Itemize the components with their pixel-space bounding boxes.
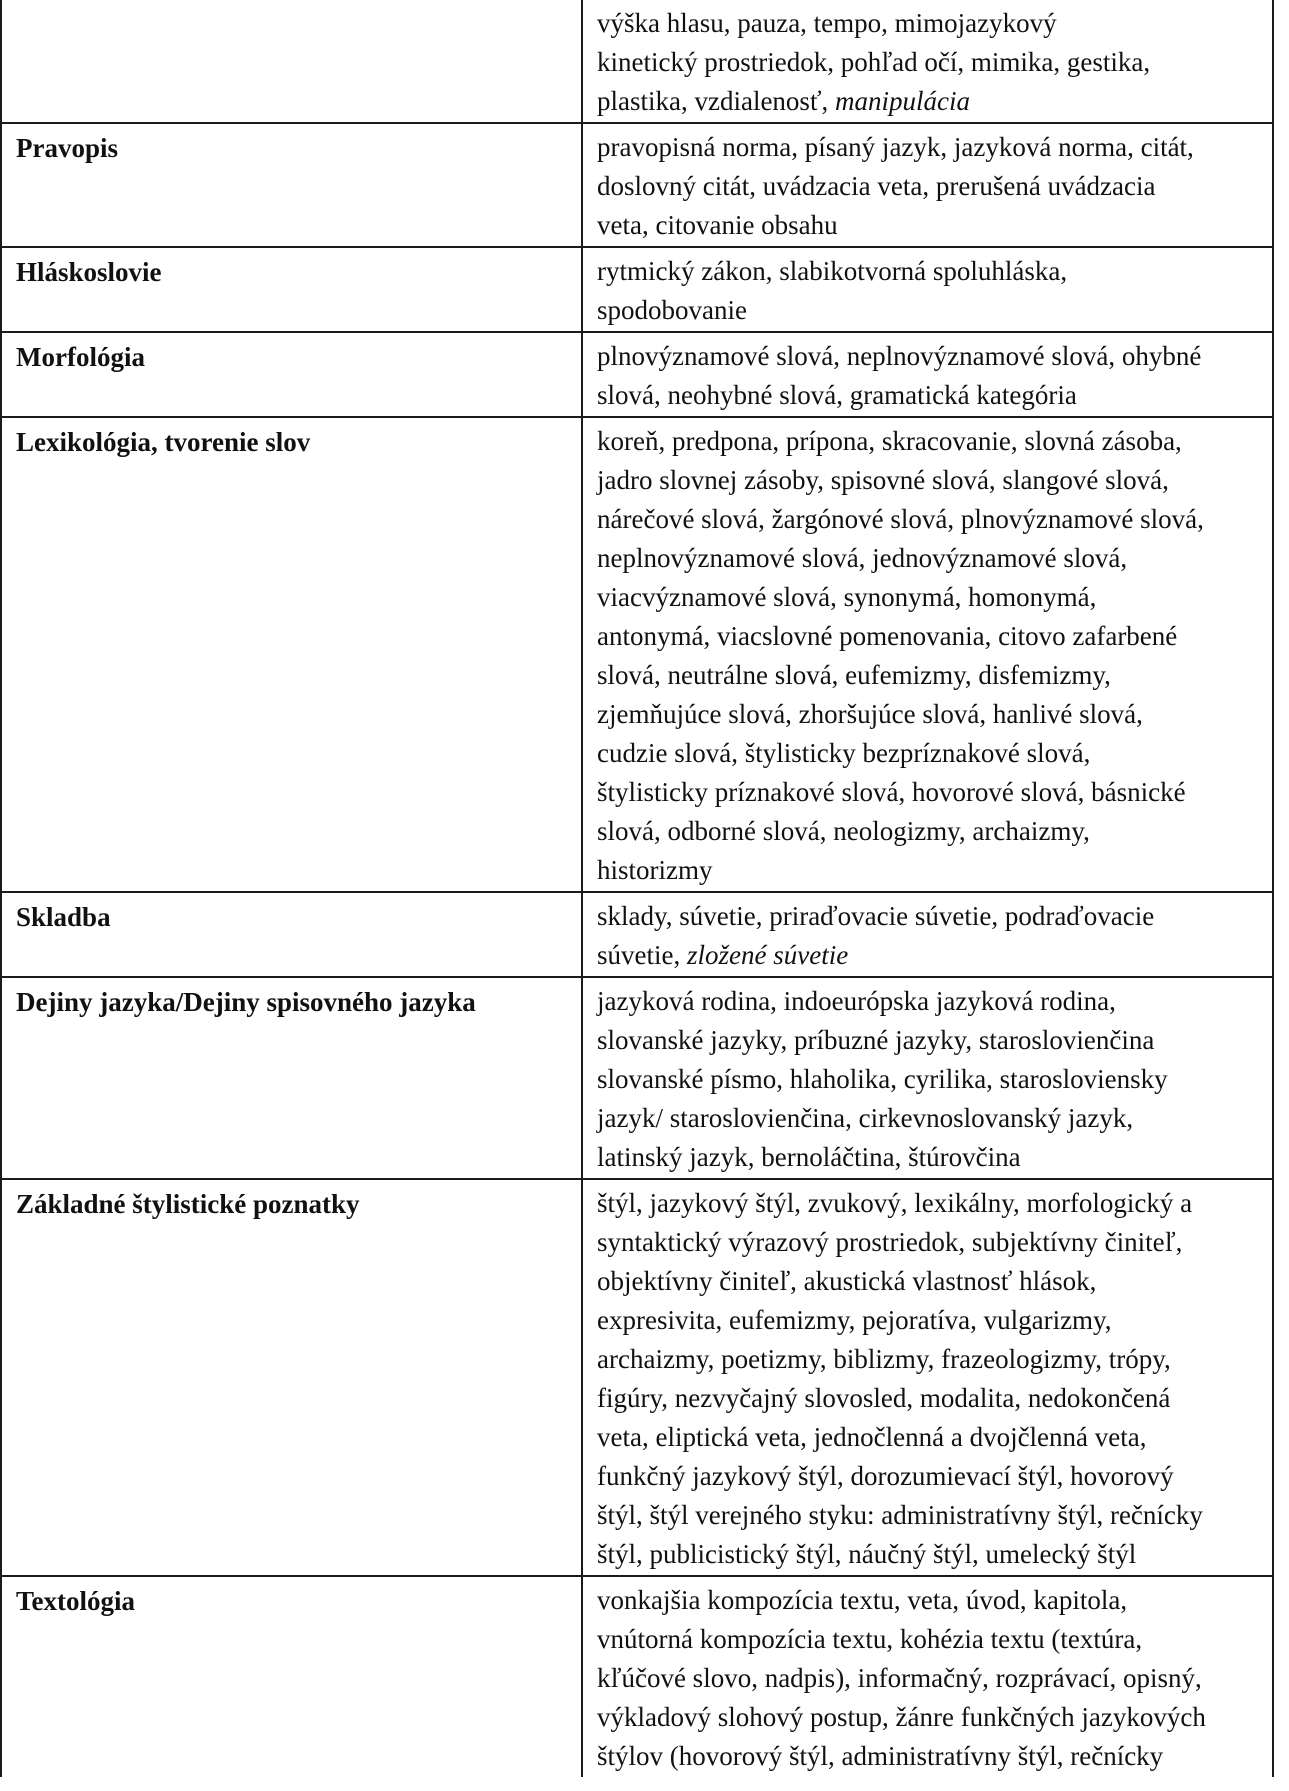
table-body [1,0,1273,1777]
definition-text: vonkajšia kompozícia textu, veta, úvod, kapitola, [597,1585,1128,1615]
definition-cell [582,0,1273,123]
definition-text: latinský jazyk, bernoláčtina, štúrovčina [597,1142,1021,1172]
term-cell [1,892,582,977]
definition-text: objektívny činiteľ, akustická vlastnosť hlások, [597,1266,1097,1296]
term-cell [1,1179,582,1576]
definition-text: jadro slovnej zásoby, spisovné slová, slangové slová, [597,465,1169,495]
definition-text: historizmy [597,855,713,885]
definition-line [597,1659,1262,1698]
definition-text: výkladový slohový postup, žánre funkčných jazykových [597,1702,1206,1732]
definition-line [597,43,1262,82]
definition-line [597,851,1262,890]
definition-line [597,897,1262,936]
definition-text: neplnovýznamové slová, jednovýznamové slová, [597,543,1128,573]
definition-line [597,1340,1262,1379]
definition-text: jazyk/ staroslovienčina, cirkevnoslovanský jazyk, [597,1103,1134,1133]
definition-line [597,252,1262,291]
definition-text: spodobovanie [597,295,747,325]
definition-text: koreň, predpona, prípona, skracovanie, slovná zásoba, [597,426,1182,456]
definition-text: viacvýznamové slová, synonymá, homonymá, [597,582,1097,612]
term-label: Dejiny jazyka/Dejiny spisovného jazyka [16,987,476,1017]
definition-text: syntaktický výrazový prostriedok, subjektívny činiteľ, [597,1227,1183,1257]
definition-text: slovanské jazyky, príbuzné jazyky, staroslovienčina [597,1025,1155,1055]
definition-line [597,617,1262,656]
definition-text: expresivita, eufemizmy, pejoratíva, vulgarizmy, [597,1305,1112,1335]
definition-line [597,1021,1262,1060]
definition-text: archaizmy, poetizmy, biblizmy, frazeologizmy, trópy, [597,1344,1171,1374]
definition-text: doslovný citát, uvádzacia veta, prerušená uvádzacia [597,171,1156,201]
definition-line [597,461,1262,500]
definition-text: štylisticky príznakové slová, hovorové slová, básnické [597,777,1186,807]
definition-line [597,1138,1262,1177]
definition-line [597,1262,1262,1301]
definition-text: zjemňujúce slová, zhoršujúce slová, hanlivé slová, [597,699,1143,729]
definition-text: kľúčové slovo, nadpis), informačný, rozprávací, opisný, [597,1663,1202,1693]
definition-line [597,1379,1262,1418]
definition-text: slovanské písmo, hlaholika, cyrilika, starosloviensky [597,1064,1168,1094]
definition-line [597,1737,1262,1776]
definition-text: slová, neutrálne slová, eufemizmy, disfemizmy, [597,660,1111,690]
definition-text: súvetie, [597,940,687,970]
definition-cell [582,332,1273,417]
table-row [1,247,1273,332]
definition-text: štýl, štýl verejného styku: administratívny štýl, rečnícky [597,1500,1203,1530]
term-cell [1,123,582,247]
term-cell [1,247,582,332]
definition-text: nárečové slová, žargónové slová, plnovýznamové slová, [597,504,1204,534]
definition-cell [582,417,1273,892]
definition-line [597,1620,1262,1659]
definition-text: plnovýznamové slová, neplnovýznamové slová, ohybné [597,341,1202,371]
definition-text: vnútorná kompozícia textu, kohézia textu (textúra, [597,1624,1143,1654]
definition-cell [582,977,1273,1179]
definition-text: slová, neohybné slová, gramatická kategória [597,380,1077,410]
definition-line [597,773,1262,812]
table-row [1,1576,1273,1777]
definition-italic-text: zložené súvetie [686,940,849,970]
term-label: Lexikológia, tvorenie slov [16,427,311,457]
definition-text: štýl, publicistický štýl, náučný štýl, umelecký štýl [597,1539,1137,1569]
definition-cell [582,1576,1273,1777]
definition-text: štýlov (hovorový štýl, administratívny štýl, rečnícky [597,1741,1164,1771]
definition-cell [582,892,1273,977]
definition-text: sklady, súvetie, priraďovacie súvetie, podraďovacie [597,901,1155,931]
definition-line [597,1184,1262,1223]
term-cell [1,0,582,123]
definition-text: jazyková rodina, indoeurópska jazyková rodina, [597,986,1116,1016]
definition-line [597,376,1262,415]
definition-line [597,1535,1262,1574]
definition-text: cudzie slová, štylisticky bezpríznakové slová, [597,738,1091,768]
term-cell [1,332,582,417]
definition-line [597,656,1262,695]
term-label: Hláskoslovie [16,257,162,287]
definition-line [597,1418,1262,1457]
definition-line [597,422,1262,461]
definition-line [597,578,1262,617]
definition-text: výška hlasu, pauza, tempo, mimojazykový [597,8,1057,38]
definition-line [597,539,1262,578]
definition-line [597,82,1262,121]
definition-text: veta, citovanie obsahu [597,210,838,240]
table-row [1,123,1273,247]
definition-line [597,291,1262,330]
definition-line [597,695,1262,734]
term-cell [1,977,582,1179]
definition-text: figúry, nezvyčajný slovosled, modalita, nedokončená [597,1383,1171,1413]
definition-text: rytmický zákon, slabikotvorná spoluhláska, [597,256,1068,286]
definition-line [597,1496,1262,1535]
definition-line [597,982,1262,1021]
term-label: Textológia [16,1586,136,1616]
definition-line [597,734,1262,773]
definition-text: kinetický prostriedok, pohľad očí, mimika, gestika, [597,47,1151,77]
definition-line [597,206,1262,245]
definition-line [597,936,1262,975]
definition-line [597,1457,1262,1496]
term-cell [1,1576,582,1777]
table-row [1,332,1273,417]
definition-cell [582,123,1273,247]
definition-line [597,1581,1262,1620]
term-label: Pravopis [16,133,119,163]
definition-text: štýl, jazykový štýl, zvukový, lexikálny, morfologický a [597,1188,1193,1218]
definition-line [597,1223,1262,1262]
term-label: Základné štylistické poznatky [16,1189,360,1219]
definition-line [597,4,1262,43]
definition-line [597,337,1262,376]
definition-italic-text: manipulácia [834,86,970,116]
definition-line [597,1698,1262,1737]
definition-cell [582,247,1273,332]
definition-line [597,500,1262,539]
definition-text: funkčný jazykový štýl, dorozumievací štýl, hovorový [597,1461,1174,1491]
definition-line [597,812,1262,851]
definition-cell [582,1179,1273,1576]
definition-line [597,128,1262,167]
definition-text: pravopisná norma, písaný jazyk, jazyková norma, citát, [597,132,1194,162]
term-label: Morfológia [16,342,145,372]
table-row [1,892,1273,977]
definition-text: veta, eliptická veta, jednočlenná a dvojčlenná veta, [597,1422,1147,1452]
term-label: Skladba [16,902,111,932]
table-row [1,977,1273,1179]
definition-line [597,1060,1262,1099]
definition-text: antonymá, viacslovné pomenovania, citovo zafarbené [597,621,1178,651]
table-row [1,417,1273,892]
definition-text: slová, odborné slová, neologizmy, archaizmy, [597,816,1090,846]
table-row [1,1179,1273,1576]
definition-line [597,167,1262,206]
definition-line [597,1301,1262,1340]
term-cell [1,417,582,892]
table-row [1,0,1273,123]
definition-line [597,1099,1262,1138]
definition-text: plastika, vzdialenosť, [597,86,835,116]
